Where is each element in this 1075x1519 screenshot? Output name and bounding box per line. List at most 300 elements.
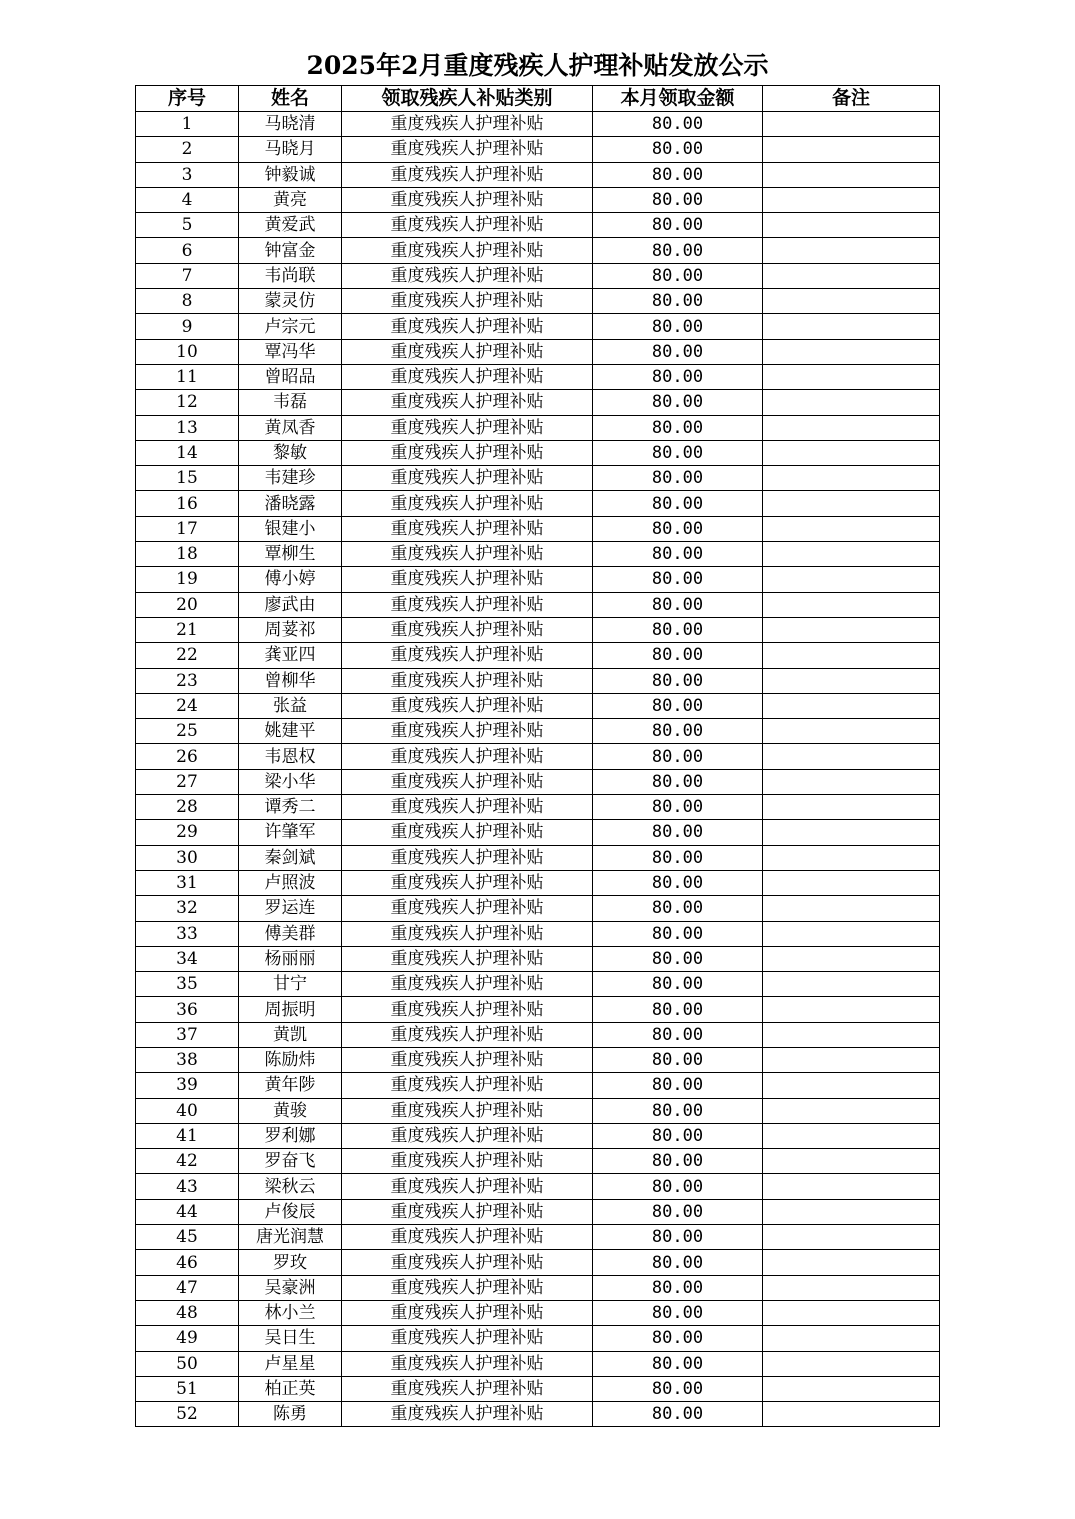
cell-name: 陈勇 [239, 1402, 342, 1427]
table-row [136, 112, 940, 137]
table-row [136, 1402, 940, 1427]
cell-remarks [763, 339, 940, 364]
cell-name: 罗奋飞 [239, 1149, 342, 1174]
cell-serial-number: 22 [136, 643, 239, 668]
table-row [136, 921, 940, 946]
cell-subsidy-type: 重度残疾人护理补贴 [342, 162, 593, 187]
cell-amount: 80.00 [593, 1073, 763, 1098]
cell-remarks [763, 1300, 940, 1325]
cell-amount: 80.00 [593, 1174, 763, 1199]
cell-name: 黄凤香 [239, 415, 342, 440]
cell-remarks [763, 1199, 940, 1224]
cell-amount: 80.00 [593, 1199, 763, 1224]
cell-subsidy-type: 重度残疾人护理补贴 [342, 1300, 593, 1325]
table-row [136, 390, 940, 415]
cell-serial-number: 41 [136, 1123, 239, 1148]
cell-serial-number: 13 [136, 415, 239, 440]
cell-remarks [763, 870, 940, 895]
cell-amount: 80.00 [593, 896, 763, 921]
table-row [136, 1326, 940, 1351]
cell-serial-number: 19 [136, 567, 239, 592]
cell-serial-number: 50 [136, 1351, 239, 1376]
cell-serial-number: 47 [136, 1275, 239, 1300]
cell-subsidy-type: 重度残疾人护理补贴 [342, 187, 593, 212]
cell-subsidy-type: 重度残疾人护理补贴 [342, 1250, 593, 1275]
table-row [136, 238, 940, 263]
cell-subsidy-type: 重度残疾人护理补贴 [342, 1098, 593, 1123]
cell-name: 梁秋云 [239, 1174, 342, 1199]
cell-subsidy-type: 重度残疾人护理补贴 [342, 213, 593, 238]
cell-amount: 80.00 [593, 1047, 763, 1072]
cell-amount: 80.00 [593, 592, 763, 617]
cell-remarks [763, 1225, 940, 1250]
cell-remarks [763, 896, 940, 921]
table-row [136, 1047, 940, 1072]
cell-amount: 80.00 [593, 1402, 763, 1427]
table-row [136, 1351, 940, 1376]
cell-remarks [763, 997, 940, 1022]
table-row [136, 137, 940, 162]
cell-subsidy-type: 重度残疾人护理补贴 [342, 1149, 593, 1174]
table-row [136, 263, 940, 288]
cell-name: 卢星星 [239, 1351, 342, 1376]
cell-subsidy-type: 重度残疾人护理补贴 [342, 516, 593, 541]
cell-subsidy-type: 重度残疾人护理补贴 [342, 769, 593, 794]
table-row [136, 820, 940, 845]
cell-serial-number: 51 [136, 1376, 239, 1401]
cell-subsidy-type: 重度残疾人护理补贴 [342, 1199, 593, 1224]
cell-name: 廖武由 [239, 592, 342, 617]
cell-subsidy-type: 重度残疾人护理补贴 [342, 643, 593, 668]
cell-amount: 80.00 [593, 314, 763, 339]
cell-serial-number: 40 [136, 1098, 239, 1123]
cell-remarks [763, 1326, 940, 1351]
cell-serial-number: 32 [136, 896, 239, 921]
cell-name: 黄年陟 [239, 1073, 342, 1098]
cell-subsidy-type: 重度残疾人护理补贴 [342, 592, 593, 617]
table-row [136, 795, 940, 820]
table-row [136, 946, 940, 971]
table-row [136, 1300, 940, 1325]
cell-subsidy-type: 重度残疾人护理补贴 [342, 1275, 593, 1300]
cell-name: 卢俊辰 [239, 1199, 342, 1224]
cell-serial-number: 25 [136, 719, 239, 744]
table-row [136, 1376, 940, 1401]
cell-subsidy-type: 重度残疾人护理补贴 [342, 668, 593, 693]
cell-amount: 80.00 [593, 1326, 763, 1351]
cell-amount: 80.00 [593, 112, 763, 137]
cell-name: 许肇军 [239, 820, 342, 845]
cell-name: 银建小 [239, 516, 342, 541]
cell-serial-number: 26 [136, 744, 239, 769]
cell-name: 傅美群 [239, 921, 342, 946]
table-row [136, 1250, 940, 1275]
cell-serial-number: 49 [136, 1326, 239, 1351]
cell-remarks [763, 795, 940, 820]
cell-subsidy-type: 重度残疾人护理补贴 [342, 1326, 593, 1351]
cell-amount: 80.00 [593, 921, 763, 946]
cell-serial-number: 36 [136, 997, 239, 1022]
cell-amount: 80.00 [593, 946, 763, 971]
cell-serial-number: 38 [136, 1047, 239, 1072]
table-row [136, 415, 940, 440]
cell-name: 柏正英 [239, 1376, 342, 1401]
table-row [136, 314, 940, 339]
cell-serial-number: 9 [136, 314, 239, 339]
cell-name: 马晓月 [239, 137, 342, 162]
table-row [136, 491, 940, 516]
cell-serial-number: 11 [136, 364, 239, 389]
cell-remarks [763, 1073, 940, 1098]
cell-serial-number: 30 [136, 845, 239, 870]
cell-name: 吴豪洲 [239, 1275, 342, 1300]
cell-name: 黄亮 [239, 187, 342, 212]
cell-serial-number: 21 [136, 617, 239, 642]
cell-serial-number: 20 [136, 592, 239, 617]
cell-amount: 80.00 [593, 567, 763, 592]
cell-serial-number: 48 [136, 1300, 239, 1325]
cell-name: 甘宁 [239, 972, 342, 997]
cell-remarks [763, 112, 940, 137]
table-row [136, 668, 940, 693]
header-subsidy-type: 领取残疾人补贴类别 [342, 86, 593, 112]
cell-remarks [763, 820, 940, 845]
cell-subsidy-type: 重度残疾人护理补贴 [342, 896, 593, 921]
cell-name: 韦磊 [239, 390, 342, 415]
cell-subsidy-type: 重度残疾人护理补贴 [342, 795, 593, 820]
cell-amount: 80.00 [593, 997, 763, 1022]
cell-remarks [763, 187, 940, 212]
cell-name: 黄爱武 [239, 213, 342, 238]
cell-name: 韦尚联 [239, 263, 342, 288]
cell-serial-number: 1 [136, 112, 239, 137]
cell-subsidy-type: 重度残疾人护理补贴 [342, 263, 593, 288]
cell-remarks [763, 921, 940, 946]
cell-subsidy-type: 重度残疾人护理补贴 [342, 946, 593, 971]
table-row [136, 896, 940, 921]
cell-remarks [763, 238, 940, 263]
cell-amount: 80.00 [593, 440, 763, 465]
cell-amount: 80.00 [593, 972, 763, 997]
cell-name: 曾柳华 [239, 668, 342, 693]
cell-remarks [763, 213, 940, 238]
header-serial-number: 序号 [136, 86, 239, 112]
cell-serial-number: 18 [136, 542, 239, 567]
cell-serial-number: 27 [136, 769, 239, 794]
cell-serial-number: 14 [136, 440, 239, 465]
cell-name: 陈励炜 [239, 1047, 342, 1072]
cell-name: 秦剑斌 [239, 845, 342, 870]
table-body [136, 112, 940, 1427]
cell-amount: 80.00 [593, 390, 763, 415]
cell-serial-number: 4 [136, 187, 239, 212]
table-row [136, 364, 940, 389]
cell-name: 蒙灵仿 [239, 289, 342, 314]
cell-name: 覃柳生 [239, 542, 342, 567]
cell-remarks [763, 693, 940, 718]
cell-name: 马晓清 [239, 112, 342, 137]
cell-remarks [763, 314, 940, 339]
cell-subsidy-type: 重度残疾人护理补贴 [342, 1073, 593, 1098]
table-row [136, 1123, 940, 1148]
table-row [136, 719, 940, 744]
table-row [136, 187, 940, 212]
cell-amount: 80.00 [593, 1098, 763, 1123]
table-row [136, 1174, 940, 1199]
table-row [136, 162, 940, 187]
cell-remarks [763, 1149, 940, 1174]
cell-remarks [763, 845, 940, 870]
table-row [136, 1073, 940, 1098]
cell-subsidy-type: 重度残疾人护理补贴 [342, 567, 593, 592]
cell-name: 韦恩权 [239, 744, 342, 769]
cell-amount: 80.00 [593, 1376, 763, 1401]
cell-remarks [763, 719, 940, 744]
cell-amount: 80.00 [593, 364, 763, 389]
cell-subsidy-type: 重度残疾人护理补贴 [342, 617, 593, 642]
cell-amount: 80.00 [593, 1149, 763, 1174]
cell-subsidy-type: 重度残疾人护理补贴 [342, 1123, 593, 1148]
table-row [136, 542, 940, 567]
cell-serial-number: 43 [136, 1174, 239, 1199]
cell-amount: 80.00 [593, 668, 763, 693]
cell-remarks [763, 744, 940, 769]
cell-remarks [763, 972, 940, 997]
cell-serial-number: 24 [136, 693, 239, 718]
table-row [136, 1225, 940, 1250]
cell-name: 曾昭品 [239, 364, 342, 389]
cell-name: 覃冯华 [239, 339, 342, 364]
cell-amount: 80.00 [593, 491, 763, 516]
cell-remarks [763, 542, 940, 567]
table-row [136, 1098, 940, 1123]
table-row [136, 1199, 940, 1224]
cell-subsidy-type: 重度残疾人护理补贴 [342, 112, 593, 137]
cell-name: 姚建平 [239, 719, 342, 744]
table-row [136, 769, 940, 794]
cell-remarks [763, 137, 940, 162]
cell-serial-number: 6 [136, 238, 239, 263]
cell-name: 韦建珍 [239, 466, 342, 491]
cell-subsidy-type: 重度残疾人护理补贴 [342, 137, 593, 162]
table-row [136, 213, 940, 238]
cell-remarks [763, 390, 940, 415]
table-row [136, 617, 940, 642]
table-row [136, 693, 940, 718]
cell-name: 周振明 [239, 997, 342, 1022]
cell-name: 黄骏 [239, 1098, 342, 1123]
cell-amount: 80.00 [593, 769, 763, 794]
cell-serial-number: 7 [136, 263, 239, 288]
cell-serial-number: 46 [136, 1250, 239, 1275]
cell-amount: 80.00 [593, 1225, 763, 1250]
cell-amount: 80.00 [593, 870, 763, 895]
cell-name: 吴日生 [239, 1326, 342, 1351]
cell-remarks [763, 567, 940, 592]
cell-amount: 80.00 [593, 466, 763, 491]
table-header-row [136, 86, 940, 112]
cell-name: 唐光润慧 [239, 1225, 342, 1250]
table-row [136, 339, 940, 364]
cell-serial-number: 52 [136, 1402, 239, 1427]
cell-amount: 80.00 [593, 643, 763, 668]
cell-remarks [763, 1376, 940, 1401]
cell-subsidy-type: 重度残疾人护理补贴 [342, 339, 593, 364]
header-amount: 本月领取金额 [593, 86, 763, 112]
cell-serial-number: 15 [136, 466, 239, 491]
cell-amount: 80.00 [593, 187, 763, 212]
header-remarks: 备注 [763, 86, 940, 112]
cell-serial-number: 39 [136, 1073, 239, 1098]
table-row [136, 643, 940, 668]
cell-name: 黎敏 [239, 440, 342, 465]
table-row [136, 1022, 940, 1047]
cell-remarks [763, 1250, 940, 1275]
cell-subsidy-type: 重度残疾人护理补贴 [342, 870, 593, 895]
cell-subsidy-type: 重度残疾人护理补贴 [342, 238, 593, 263]
cell-subsidy-type: 重度残疾人护理补贴 [342, 997, 593, 1022]
cell-subsidy-type: 重度残疾人护理补贴 [342, 693, 593, 718]
cell-amount: 80.00 [593, 719, 763, 744]
table-row [136, 997, 940, 1022]
cell-remarks [763, 1174, 940, 1199]
cell-amount: 80.00 [593, 162, 763, 187]
table-row [136, 592, 940, 617]
cell-remarks [763, 491, 940, 516]
table-row [136, 289, 940, 314]
header-name: 姓名 [239, 86, 342, 112]
cell-subsidy-type: 重度残疾人护理补贴 [342, 1047, 593, 1072]
cell-amount: 80.00 [593, 693, 763, 718]
cell-serial-number: 10 [136, 339, 239, 364]
cell-subsidy-type: 重度残疾人护理补贴 [342, 314, 593, 339]
cell-remarks [763, 668, 940, 693]
cell-name: 黄凯 [239, 1022, 342, 1047]
cell-subsidy-type: 重度残疾人护理补贴 [342, 542, 593, 567]
cell-name: 杨丽丽 [239, 946, 342, 971]
cell-subsidy-type: 重度残疾人护理补贴 [342, 1351, 593, 1376]
cell-amount: 80.00 [593, 1123, 763, 1148]
cell-remarks [763, 289, 940, 314]
cell-subsidy-type: 重度残疾人护理补贴 [342, 390, 593, 415]
cell-subsidy-type: 重度残疾人护理补贴 [342, 440, 593, 465]
cell-remarks [763, 516, 940, 541]
cell-amount: 80.00 [593, 1300, 763, 1325]
table-row [136, 440, 940, 465]
cell-amount: 80.00 [593, 795, 763, 820]
table-row [136, 516, 940, 541]
cell-name: 梁小华 [239, 769, 342, 794]
cell-remarks [763, 263, 940, 288]
cell-serial-number: 33 [136, 921, 239, 946]
cell-serial-number: 17 [136, 516, 239, 541]
table-row [136, 870, 940, 895]
cell-remarks [763, 415, 940, 440]
cell-remarks [763, 1275, 940, 1300]
cell-serial-number: 2 [136, 137, 239, 162]
cell-amount: 80.00 [593, 1351, 763, 1376]
cell-subsidy-type: 重度残疾人护理补贴 [342, 289, 593, 314]
cell-remarks [763, 643, 940, 668]
cell-remarks [763, 1022, 940, 1047]
cell-name: 潘晓露 [239, 491, 342, 516]
cell-subsidy-type: 重度残疾人护理补贴 [342, 972, 593, 997]
cell-amount: 80.00 [593, 1022, 763, 1047]
cell-remarks [763, 946, 940, 971]
cell-name: 卢宗元 [239, 314, 342, 339]
cell-remarks [763, 364, 940, 389]
cell-amount: 80.00 [593, 516, 763, 541]
cell-remarks [763, 466, 940, 491]
cell-name: 罗玫 [239, 1250, 342, 1275]
cell-amount: 80.00 [593, 542, 763, 567]
cell-remarks [763, 1047, 940, 1072]
cell-serial-number: 35 [136, 972, 239, 997]
cell-name: 林小兰 [239, 1300, 342, 1325]
cell-amount: 80.00 [593, 289, 763, 314]
table-row [136, 466, 940, 491]
cell-serial-number: 44 [136, 1199, 239, 1224]
cell-subsidy-type: 重度残疾人护理补贴 [342, 1174, 593, 1199]
cell-subsidy-type: 重度残疾人护理补贴 [342, 1022, 593, 1047]
cell-remarks [763, 440, 940, 465]
cell-name: 卢照波 [239, 870, 342, 895]
cell-serial-number: 31 [136, 870, 239, 895]
cell-serial-number: 3 [136, 162, 239, 187]
cell-serial-number: 16 [136, 491, 239, 516]
cell-subsidy-type: 重度残疾人护理补贴 [342, 491, 593, 516]
cell-remarks [763, 162, 940, 187]
cell-serial-number: 37 [136, 1022, 239, 1047]
cell-name: 傅小婷 [239, 567, 342, 592]
cell-amount: 80.00 [593, 744, 763, 769]
cell-serial-number: 12 [136, 390, 239, 415]
cell-amount: 80.00 [593, 213, 763, 238]
cell-serial-number: 28 [136, 795, 239, 820]
cell-subsidy-type: 重度残疾人护理补贴 [342, 1376, 593, 1401]
cell-subsidy-type: 重度残疾人护理补贴 [342, 921, 593, 946]
cell-serial-number: 5 [136, 213, 239, 238]
table-row [136, 1275, 940, 1300]
cell-name: 龚亚四 [239, 643, 342, 668]
cell-subsidy-type: 重度残疾人护理补贴 [342, 845, 593, 870]
cell-remarks [763, 592, 940, 617]
table-row [136, 1149, 940, 1174]
cell-amount: 80.00 [593, 617, 763, 642]
cell-remarks [763, 1402, 940, 1427]
cell-name: 罗利娜 [239, 1123, 342, 1148]
cell-serial-number: 8 [136, 289, 239, 314]
cell-remarks [763, 1098, 940, 1123]
cell-amount: 80.00 [593, 845, 763, 870]
cell-amount: 80.00 [593, 339, 763, 364]
cell-remarks [763, 1351, 940, 1376]
cell-amount: 80.00 [593, 415, 763, 440]
cell-amount: 80.00 [593, 238, 763, 263]
cell-amount: 80.00 [593, 820, 763, 845]
cell-serial-number: 45 [136, 1225, 239, 1250]
cell-serial-number: 29 [136, 820, 239, 845]
page-title: 2025年2月重度残疾人护理补贴发放公示 [306, 51, 769, 80]
cell-name: 罗运连 [239, 896, 342, 921]
table-row [136, 972, 940, 997]
cell-subsidy-type: 重度残疾人护理补贴 [342, 820, 593, 845]
cell-name: 钟富金 [239, 238, 342, 263]
cell-serial-number: 23 [136, 668, 239, 693]
cell-serial-number: 34 [136, 946, 239, 971]
cell-serial-number: 42 [136, 1149, 239, 1174]
cell-name: 钟毅诚 [239, 162, 342, 187]
